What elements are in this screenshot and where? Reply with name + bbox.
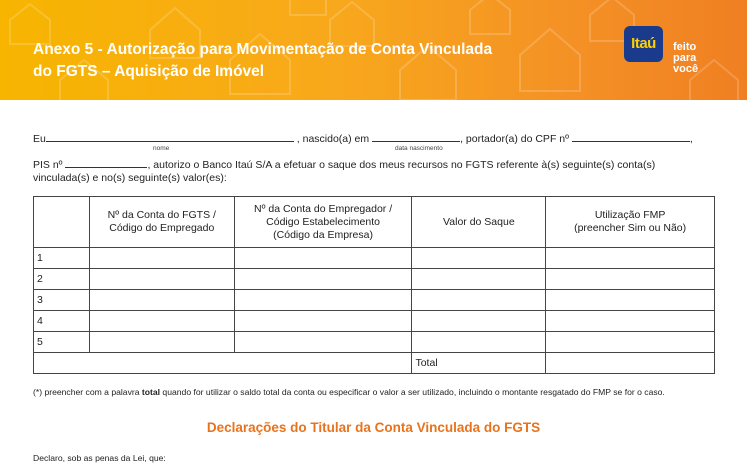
form-line-1 [33,131,693,145]
footnote-suffix: quando for utilizar o saldo total da conta ou especificar o valor a ser utilizado, incluindo o montante resgatado do FMP se for o caso. [160,387,665,397]
table-total-row [34,353,715,374]
header-banner [0,0,747,100]
row-number: 2 [34,269,90,290]
table-row [34,269,715,290]
footnote-bold: total [141,387,161,397]
employer-account-cell[interactable] [234,248,412,269]
slogan-word: para [673,52,697,64]
row-number: 3 [34,290,90,311]
total-label: Total [412,353,546,374]
fgts-account-cell[interactable] [89,248,234,269]
form-line-2 [33,157,655,171]
withdrawal-value-cell[interactable] [412,269,546,290]
name-field[interactable] [46,131,294,142]
employer-account-cell[interactable] [234,269,412,290]
footnote [33,387,665,397]
accounts-table [33,196,715,374]
total-value-cell[interactable] [546,353,715,374]
footnote-prefix: (*) preencher com a palavra [33,387,142,397]
row-number: 5 [34,332,90,353]
fgts-account-cell[interactable] [89,290,234,311]
fmp-usage-cell[interactable] [546,269,715,290]
total-spacer [34,353,412,374]
withdrawal-value-cell[interactable] [412,332,546,353]
table-row [34,311,715,332]
itau-logo: Itaú [624,26,663,62]
label-portador: , portador(a) do CPF nº [460,133,569,145]
table-row [34,248,715,269]
label-nascido: , nascido(a) em [296,133,370,145]
label-eu: Eu [33,133,46,145]
employer-account-cell[interactable] [234,311,412,332]
header-index [34,197,90,248]
employer-account-cell[interactable] [234,332,412,353]
fgts-account-cell[interactable] [89,332,234,353]
employer-account-cell[interactable] [234,290,412,311]
cpf-field[interactable] [572,131,690,142]
table-header-row [34,197,715,248]
page-title [33,39,492,83]
header-fgts-account: Nº da Conta do FGTS / Código do Empregado [89,197,234,248]
withdrawal-value-cell[interactable] [412,290,546,311]
slogan-word: você [673,63,699,75]
table-row [34,332,715,353]
pis-field[interactable] [65,157,147,168]
header-fmp-usage: Utilização FMP (preencher Sim ou Não) [546,197,715,248]
fgts-account-cell[interactable] [89,269,234,290]
fmp-usage-cell[interactable] [546,311,715,332]
hint-data-nascimento: data nascimento [395,145,443,152]
row-number: 1 [34,248,90,269]
slogan-word: feito [673,41,697,53]
row-number: 4 [34,311,90,332]
header-employer-account: Nº da Conta do Empregador / Código Estabelecimento (Código da Empresa) [234,197,412,248]
declarations-title: Declarações do Titular da Conta Vinculada do FGTS [206,420,541,435]
title-line-1: Anexo 5 - Autorização para Movimentação de Conta Vinculada [33,41,493,58]
fmp-usage-cell[interactable] [546,290,715,311]
title-line-2: do FGTS – Aquisição de Imóvel [33,63,265,80]
slogan [673,42,698,75]
withdrawal-value-cell[interactable] [412,248,546,269]
hint-nome: nome [153,145,170,152]
label-comma: , [689,133,693,145]
fgts-account-cell[interactable] [89,311,234,332]
birthdate-field[interactable] [372,131,460,142]
fmp-usage-cell[interactable] [546,248,715,269]
header-withdrawal-value: Valor do Saque [412,197,546,248]
declarations-intro: Declaro, sob as penas da Lei, que: [33,453,166,463]
withdrawal-value-cell[interactable] [412,311,546,332]
form-line-3: vinculada(s) e no(s) seguinte(s) valor(es): [33,172,227,184]
table-row [34,290,715,311]
label-pis: PIS nº [33,159,63,171]
authorization-text: , autorizo o Banco Itaú S/A a efetuar o saque dos meus recursos no FGTS referente à(s) seguinte(s) conta(s) [147,159,656,171]
fmp-usage-cell[interactable] [546,332,715,353]
